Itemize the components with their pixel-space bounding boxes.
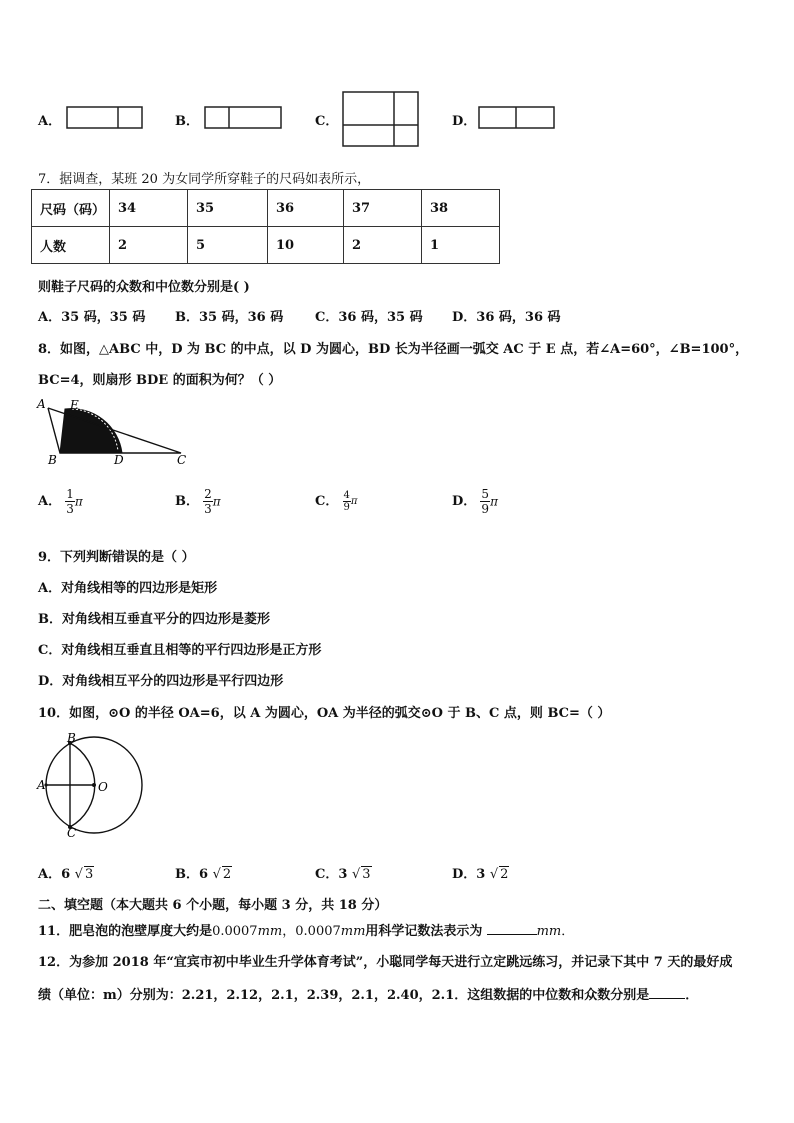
q10-label-o: O [98,780,108,794]
q6-option-a-label: A． [38,114,62,129]
table-cell: 2 [110,227,188,264]
q11-answer-blank[interactable] [487,934,537,935]
q8-label-e: E [70,398,79,412]
q8-stem-line1: 8．如图，△ABC 中，D 为 BC 的中点，以 D 为圆心，BD 长为半径画一弧交 AC 于 E 点，若∠A=60°，∠B=100°， [38,342,749,357]
q6-option-d-figure [478,106,555,129]
q10-option-a: A．6 √ 3 [38,867,94,882]
q7-stem: 7．据调查，某班 20 为女同学所穿鞋子的尺码如表所示， [38,172,371,187]
section-heading: 二、填空题（本大题共 6 个小题，每小题 3 分，共 18 分） [38,898,388,913]
q6-option-b-figure [204,106,282,129]
q8-option-c: C． $\frac{4}{9}$ π [315,490,358,513]
table-cell: 5 [188,227,268,264]
q10-option-c: C．3 √ 3 [315,867,371,882]
q6-option-b-label: B． [175,114,199,129]
q10-label-c: C [67,826,77,840]
q10-circle-figure [34,731,144,843]
table-cell: 34 [110,190,188,227]
table-cell: 10 [268,227,344,264]
table-row [32,227,500,264]
q6-option-a-figure [66,106,143,129]
table-cell: 37 [344,190,422,227]
q12-answer-blank[interactable] [649,998,685,999]
shoe-size-table [31,189,500,264]
q11-line: 11．肥皂泡的泡壁厚度大约是0.0007mm，0.0007mm用科学记数法表示为 mm． [38,924,575,939]
q12-line1: 12．为参加 2018 年“宜宾市初中毕业生升学体育考试”，小聪同学每天进行立定跳远练习，并记录下其中 7 天的最好成 [38,955,733,970]
q10-stem: 10．如图，⊙O 的半径 OA=6，以 A 为圆心，OA 为半径的弧交⊙O 于 B、C 点，则 BC=（ ） [38,706,611,721]
table-row [32,190,500,227]
table-cell: 1 [422,227,500,264]
q8-option-b: B． $\frac{2}{3}$ π [175,487,221,516]
fraction: $\frac{2}{3}$ [204,487,212,516]
q8-option-a: A． $\frac{1}{3}$ π [38,487,83,516]
q9-stem: 9．下列判断错误的是（ ） [38,550,195,565]
table-cell: 人数 [32,227,110,264]
q6-option-c-label: C． [315,114,339,129]
q9-option-c: C．对角线相互垂直且相等的平行四边形是正方形 [38,643,322,658]
q8-stem-line2: BC=4，则扇形 BDE 的面积为何？（ ） [38,373,282,388]
q9-option-d: D．对角线相互平分的四边形是平行四边形 [38,674,284,689]
q7-option-b: B．35 码，36 码 [175,310,284,325]
q7-option-d: D．36 码，36 码 [452,310,561,325]
q9-option-a: A．对角线相等的四边形是矩形 [38,581,218,596]
q8-label-d: D [114,453,124,467]
q7-option-a: A．35 码，35 码 [38,310,146,325]
q8-label-c: C [177,453,187,467]
q7-option-c: C．36 码，35 码 [315,310,423,325]
q10-label-b: B [67,731,76,745]
q6-option-d-label: D． [452,114,477,129]
q8-label-a: A [37,397,46,411]
table-cell: 35 [188,190,268,227]
fraction: $\frac{1}{3}$ [66,487,74,516]
q9-option-b: B．对角线相互垂直平分的四边形是菱形 [38,612,270,627]
table-cell: 38 [422,190,500,227]
q10-label-a: A [37,778,46,792]
q10-option-b: B．6 √ 2 [175,867,232,882]
q8-option-d: D． $\frac{5}{9}$ π [452,487,498,516]
q12-line2: 绩（单位：m）分别为：2.21，2.12，2.1，2.39，2.1，2.40，2.1．这组数据的中位数和众数分别是 ． [38,988,699,1003]
table-cell: 2 [344,227,422,264]
fraction: $\frac{4}{9}$ [343,490,350,513]
q10-option-d: D．3 √ 2 [452,867,509,882]
fraction: $\frac{5}{9}$ [481,487,490,516]
q8-triangle-figure [34,396,194,468]
table-cell: 36 [268,190,344,227]
q7-question: 则鞋子尺码的众数和中位数分别是( ) [38,280,250,295]
q8-label-b: B [48,453,57,467]
q6-option-c-figure [342,91,419,147]
table-cell: 尺码（码） [32,190,110,227]
